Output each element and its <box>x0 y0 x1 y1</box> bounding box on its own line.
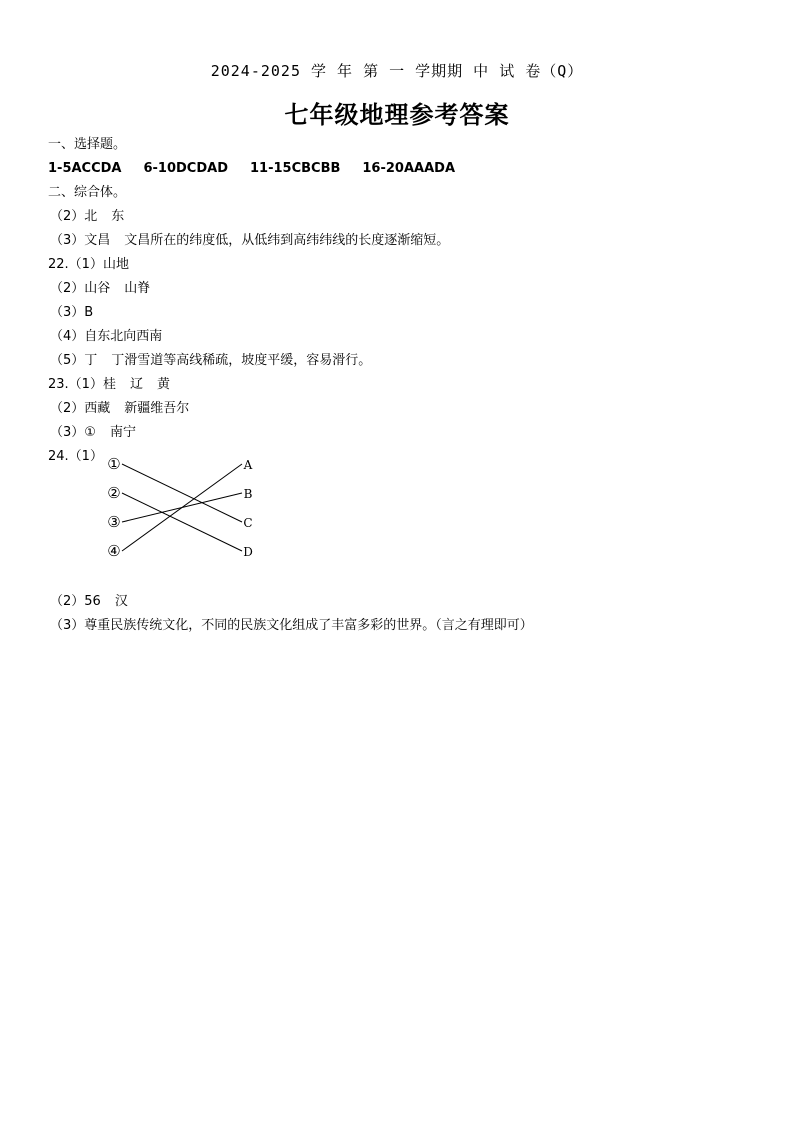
answer-label: 23.（1） <box>48 377 103 392</box>
answer-text: 新疆维吾尔 <box>124 401 190 416</box>
answer-text: 辽 <box>129 377 143 392</box>
answer-label: （4） <box>50 329 85 344</box>
answer-22-3 <box>50 304 93 322</box>
answer-label: （5） <box>50 353 85 368</box>
match-right-label: C <box>243 516 253 530</box>
choice-answer-6-10: 6-10DCDAD <box>143 161 228 176</box>
answer-label: （2） <box>50 209 85 224</box>
answer-text: 南宁 <box>109 425 136 440</box>
answer-text: 文昌所在的纬度低，从低纬到高纬纬线的长度逐渐缩短。 <box>124 233 450 248</box>
answer-text: 西藏 <box>84 401 111 416</box>
answer-24-2 <box>50 593 128 611</box>
section-comprehensive-heading: 二、综合体。 <box>48 185 127 200</box>
answer-text: 山脊 <box>124 281 151 296</box>
answer-text: 黄 <box>156 377 170 392</box>
answer-label: （2） <box>50 281 85 296</box>
answer-22-4 <box>50 328 162 346</box>
matching-diagram <box>100 452 270 562</box>
match-left-label: ③ <box>107 513 121 531</box>
answer-label: （3） <box>50 618 85 633</box>
answer-23-2 <box>50 400 189 418</box>
match-left-label: ① <box>107 455 121 473</box>
answer-text: B <box>84 305 94 320</box>
match-right-label: D <box>243 545 253 559</box>
answer-text: 尊重民族传统文化，不同的民族文化组成了丰富多彩的世界。（言之有理即可） <box>84 618 533 633</box>
match-left-label: ④ <box>107 542 121 560</box>
answer-text: 北 <box>84 209 98 224</box>
answer-label: （3） <box>50 233 85 248</box>
answer-text: 自东北向西南 <box>84 329 163 344</box>
answer-text: 汉 <box>114 594 128 609</box>
answer-text: 56 <box>84 594 101 609</box>
match-right-label: B <box>243 487 253 501</box>
section-choice-heading: 一、选择题。 <box>48 137 127 152</box>
answer-label: （2） <box>50 401 85 416</box>
answer-label: 22.（1） <box>48 257 103 272</box>
match-line-4-A <box>122 464 242 551</box>
answer-text: 桂 <box>102 377 116 392</box>
answer-22-5 <box>50 352 371 370</box>
answer-24-3 <box>50 617 533 635</box>
answer-22-2 <box>50 280 150 298</box>
choice-answer-1-5: 1-5ACCDA <box>48 161 122 176</box>
match-right-label: A <box>243 458 253 472</box>
match-line-2-D <box>122 493 242 551</box>
answer-text: 山谷 <box>84 281 111 296</box>
answer-text: 丁 <box>84 353 98 368</box>
answer-label: 24.（1） <box>48 449 103 464</box>
answer-24-1 <box>48 448 103 466</box>
match-left-label: ② <box>107 484 121 502</box>
document-title: 2024-2025 学 年 第 一 学期期 中 试 卷（Q） <box>210 62 584 80</box>
answer-text: 文昌 <box>84 233 111 248</box>
answer-text: ① <box>84 425 96 440</box>
answer-21-2 <box>50 208 124 226</box>
answer-label: （3） <box>50 305 85 320</box>
answer-label: （3） <box>50 425 85 440</box>
answer-21-3 <box>50 232 449 250</box>
answer-23-1 <box>48 376 170 394</box>
choice-answers-row <box>48 160 455 178</box>
answer-text: 东 <box>111 209 125 224</box>
match-line-1-C <box>122 464 242 522</box>
choice-answer-16-20: 16-20AAADA <box>362 161 456 176</box>
choice-answer-11-15: 11-15CBCBB <box>250 161 341 176</box>
answer-label: （2） <box>50 594 85 609</box>
answer-text: 丁滑雪道等高线稀疏，坡度平缓，容易滑行。 <box>111 353 372 368</box>
answer-text: 山地 <box>102 257 129 272</box>
answer-22-1 <box>48 256 129 274</box>
document-subtitle: 七年级地理参考答案 <box>284 101 510 129</box>
answer-23-3 <box>50 424 136 442</box>
